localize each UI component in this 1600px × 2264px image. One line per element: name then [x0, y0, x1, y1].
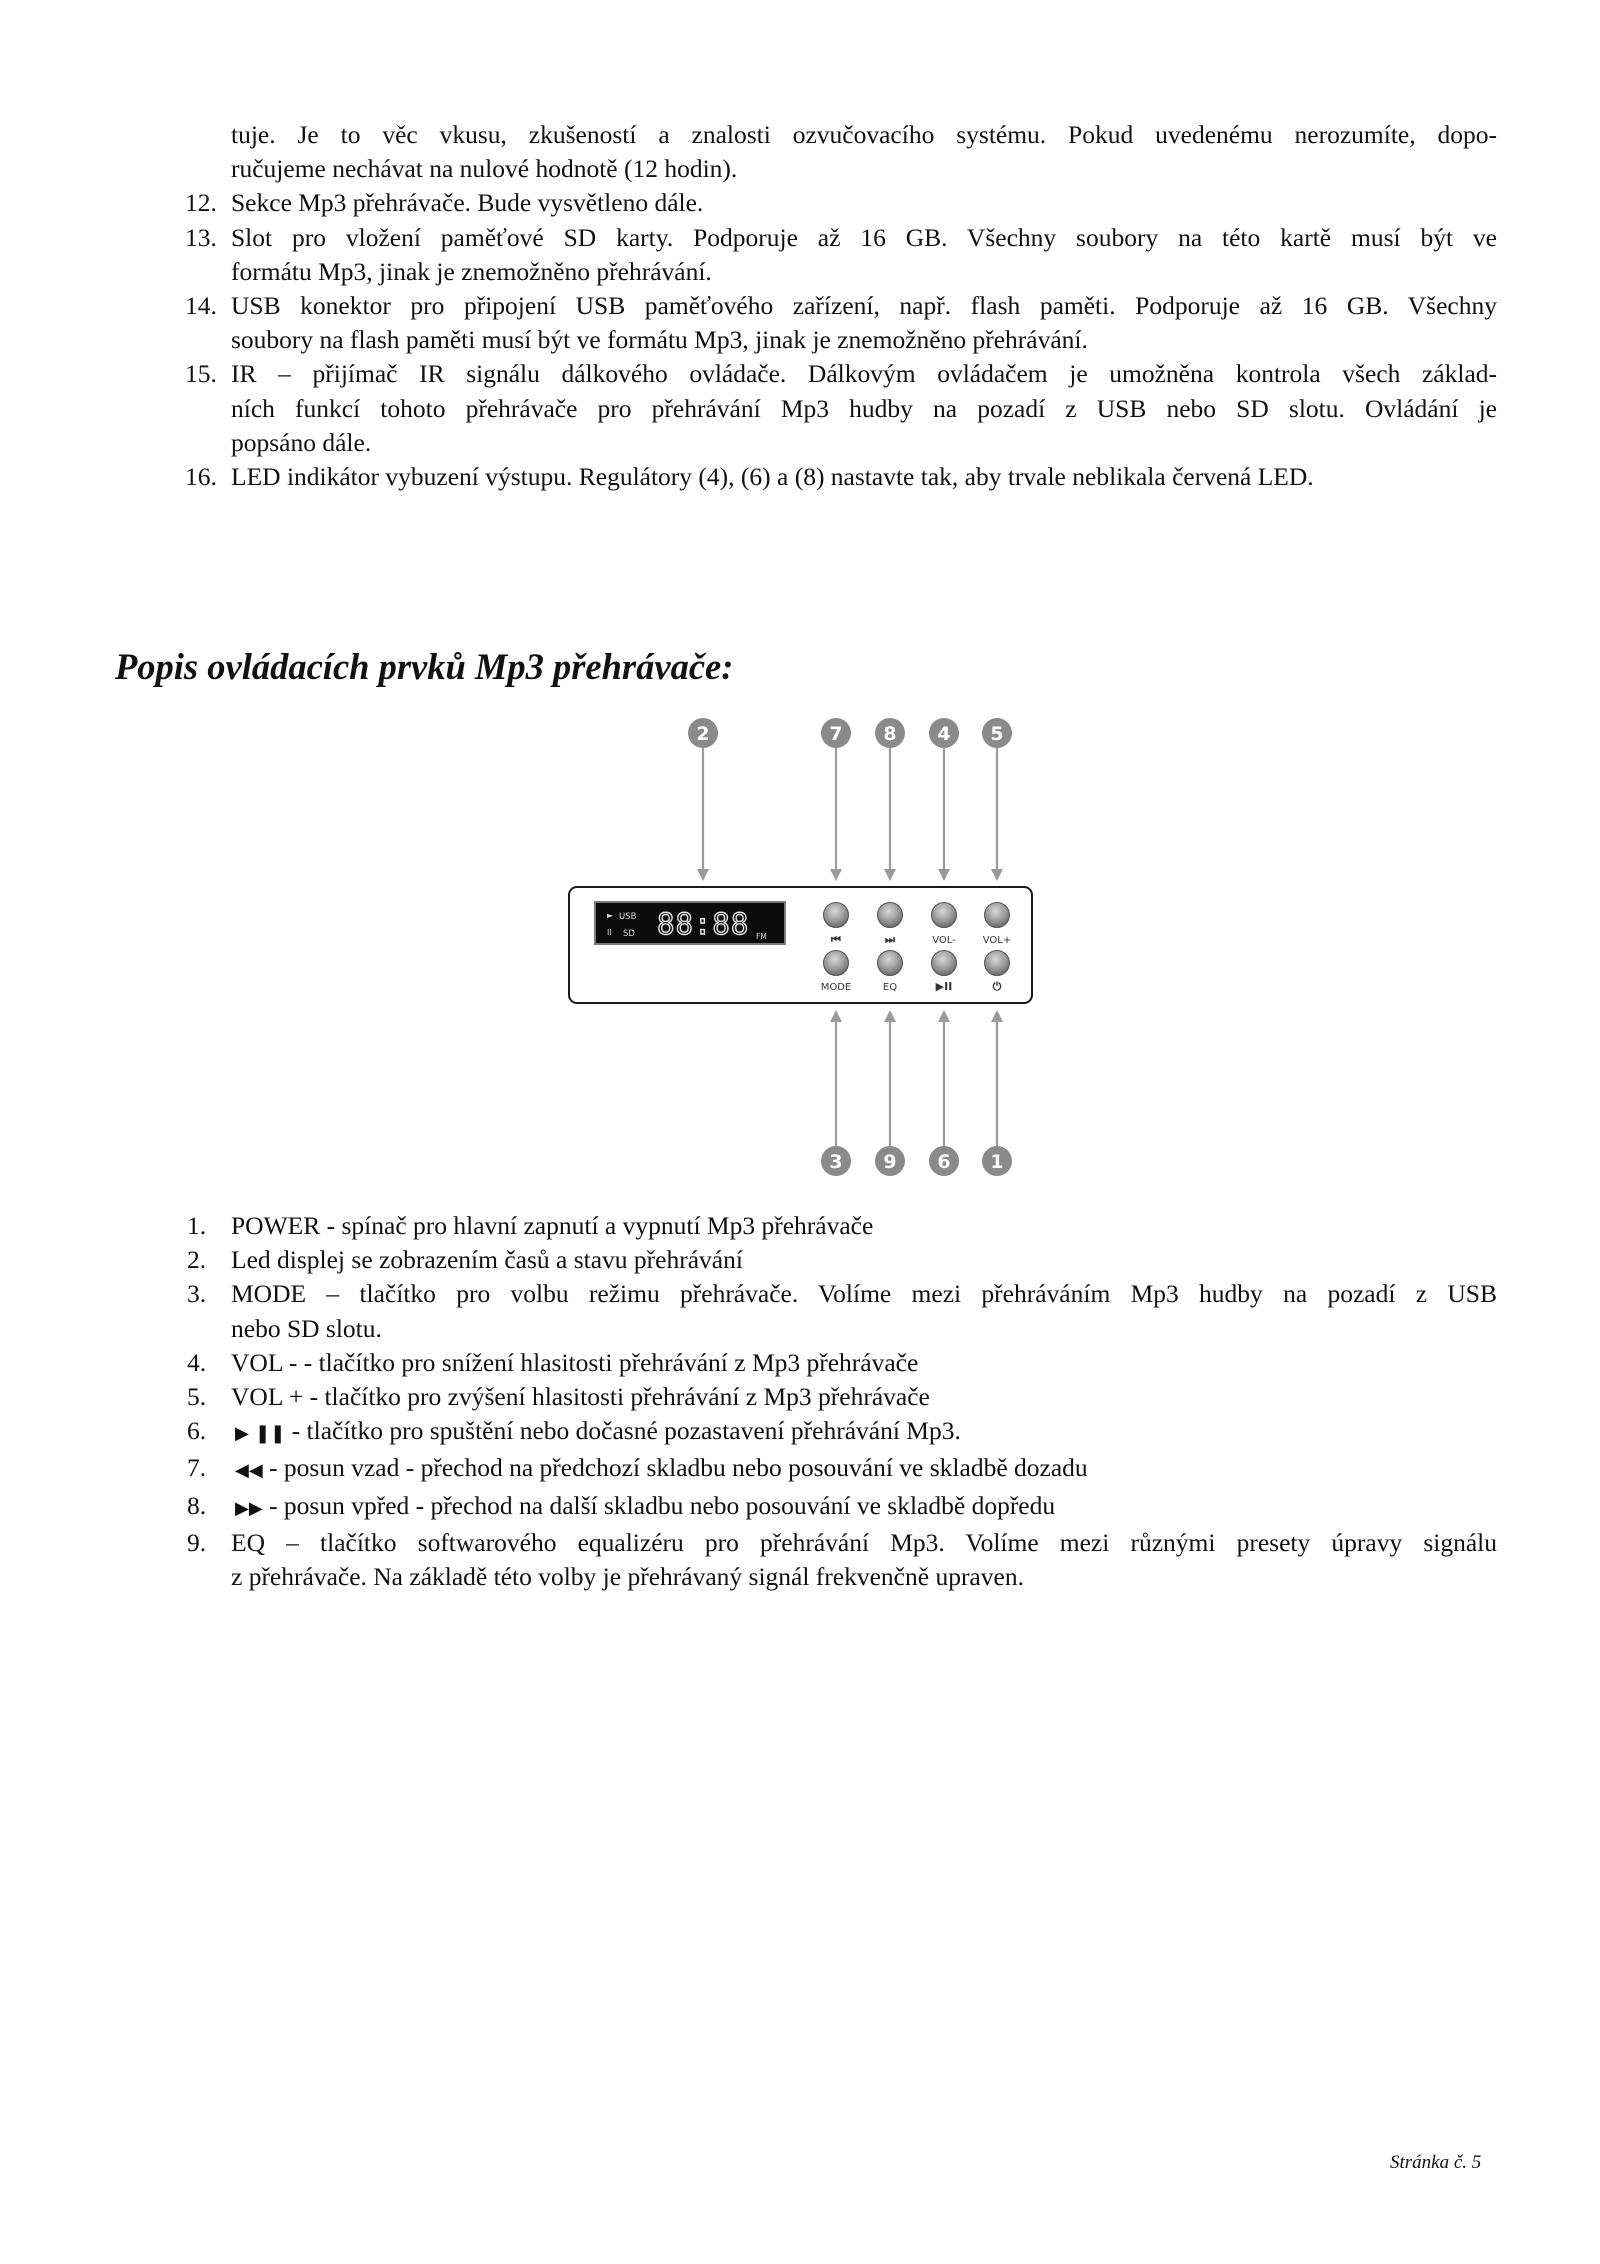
controls-numbered-list	[0, 1209, 1600, 1594]
button-knob[interactable]	[932, 951, 957, 976]
item-number: 6.	[187, 1416, 207, 1446]
play-indicator-icon: ►	[607, 911, 614, 920]
item-text-line: LED indikátor vybuzení výstupu. Regulátory (4), (6) a (8) nastavte tak, aby trvale neblikala červená LED.	[231, 462, 1314, 492]
list-item	[0, 1346, 1600, 1380]
list-item	[0, 221, 1600, 289]
item-text-line: USB konektor pro připojení USB paměťového zařízení, např. flash paměti. Podporuje až 16 GB. Všechny	[231, 291, 1497, 321]
fast-forward-icon: ▶▶	[235, 1497, 263, 1519]
item-number: 13.	[185, 222, 217, 252]
item-text-line: VOL - - tlačítko pro snížení hlasitosti přehrávání z Mp3 přehrávače	[231, 1347, 919, 1377]
callout-5	[982, 718, 1012, 748]
arrow-head	[991, 869, 1003, 881]
item-text-line: EQ – tlačítko softwarového equalizéru pro přehrávání Mp3. Volíme mezi různými presety úpravy signálu	[231, 1527, 1497, 1557]
arrow-head	[830, 869, 842, 881]
continuation-line: tuje. Je to věc vkusu, zkušeností a znalosti ozvučovacího systému. Pokud uvedenému nerozumíte, dopo-	[231, 120, 1497, 149]
arrow-head	[991, 1010, 1003, 1022]
button-knob[interactable]	[824, 951, 849, 976]
list-item	[0, 1414, 1600, 1451]
item-text-line: Slot pro vložení paměťové SD karty. Podporuje až 16 GB. Všechny soubory na této kartě musí být ve	[231, 222, 1497, 252]
item-text-line: popsáno dále.	[231, 427, 372, 457]
list-item	[0, 186, 1600, 220]
callout-1	[982, 1146, 1012, 1176]
item-text-line: Sekce Mp3 přehrávače. Bude vysvětleno dále.	[231, 188, 704, 218]
item-number: 9.	[187, 1527, 207, 1557]
callout-number: 5	[990, 723, 1004, 745]
callout-display	[688, 718, 718, 748]
item-text-line: MODE – tlačítko pro volbu režimu přehrávače. Volíme mezi přehráváním Mp3 hudby na pozadí z USB	[231, 1279, 1497, 1309]
button-knob[interactable]	[985, 951, 1010, 976]
item-text-line: VOL + - tlačítko pro zvýšení hlasitosti přehrávání z Mp3 přehrávače	[231, 1382, 930, 1412]
item-number: 12.	[185, 188, 217, 218]
arrow-head	[884, 869, 896, 881]
arrow-head	[884, 1010, 896, 1022]
callout-3	[821, 1146, 851, 1176]
callout-number: 7	[829, 723, 843, 745]
list-item	[0, 1277, 1600, 1345]
callout-number: 4	[937, 723, 951, 745]
previous-track-icon: ⏮	[831, 933, 841, 946]
item-text-line: POWER - spínač pro hlavní zapnutí a vypnutí Mp3 přehrávače	[231, 1211, 874, 1240]
callout-4	[929, 718, 959, 748]
item-text-line	[231, 1489, 1497, 1526]
arrow-head	[697, 869, 709, 881]
button-knob[interactable]	[985, 903, 1010, 928]
button-knob[interactable]	[824, 903, 849, 928]
item-number: 2.	[187, 1245, 207, 1275]
callout-number: 6	[937, 1151, 951, 1173]
item-text-line: Led displej se zobrazením časů a stavu přehrávání	[231, 1245, 743, 1275]
item-number: 8.	[187, 1490, 207, 1520]
item-text-line: z přehrávače. Na základě této volby je přehrávaný signál frekvenčně upraven.	[231, 1562, 1024, 1592]
item-number: 1.	[187, 1211, 207, 1240]
item-text-line	[231, 1414, 1497, 1451]
arrow-head	[938, 1010, 950, 1022]
list-item	[0, 1451, 1600, 1488]
led-display	[595, 902, 785, 944]
arrow-head	[938, 869, 950, 881]
section-heading: Popis ovládacích prvků Mp3 přehrávače:	[115, 646, 734, 687]
continuation-line: ručujeme nechávat na nulové hodnotě (12 hodin).	[231, 154, 738, 184]
callout-number: 8	[883, 723, 897, 745]
list-item	[0, 1380, 1600, 1414]
callout-number: 1	[990, 1151, 1004, 1173]
item-text-line: ních funkcí tohoto přehrávače pro přehrávání Mp3 hudby na pozadí z USB nebo SD slotu. Ovládání je	[231, 393, 1497, 423]
item-text-line: nebo SD slotu.	[231, 1313, 382, 1343]
callout-6	[929, 1146, 959, 1176]
callout-7	[821, 718, 851, 748]
callout-number: 2	[696, 723, 710, 745]
item-number: 15.	[185, 359, 217, 389]
display-band-label: FM	[756, 932, 767, 941]
item-text-line: soubory na flash paměti musí být ve formátu Mp3, jinak je znemožněno přehrávání.	[231, 325, 1088, 355]
callout-number: 9	[883, 1151, 897, 1173]
list-item	[0, 1489, 1600, 1526]
rewind-icon: ◀◀	[235, 1460, 263, 1482]
button-label: VOL-	[932, 935, 956, 946]
button-label: EQ	[882, 982, 898, 993]
list-item	[0, 460, 1600, 494]
pause-indicator-icon: II	[607, 928, 612, 937]
list-item	[0, 1209, 1600, 1243]
list-continuation	[0, 118, 1600, 186]
power-icon: ⏻	[992, 980, 1002, 993]
item-number: 5.	[187, 1382, 207, 1412]
list-item	[0, 1526, 1600, 1594]
display-sd-label: SD	[623, 929, 635, 939]
item-text: - tlačítko pro spuštění nebo dočasné pozastavení přehrávání Mp3.	[285, 1416, 961, 1446]
item-text: - posun vzad - přechod na předchozí skladbu nebo posouvání ve skladbě dozadu	[262, 1453, 1088, 1483]
button-knob[interactable]	[878, 903, 903, 928]
list-item	[0, 357, 1600, 460]
button-knob[interactable]	[932, 903, 957, 928]
display-usb-label: USB	[619, 912, 637, 922]
play-pause-icon: ▶II	[935, 980, 953, 993]
item-number: 14.	[185, 291, 217, 321]
item-number: 7.	[187, 1453, 207, 1483]
page-number: Stránka č. 5	[1390, 2152, 1482, 2173]
button-label: MODE	[820, 982, 852, 993]
button-knob[interactable]	[878, 951, 903, 976]
volume-down-button[interactable]	[932, 903, 957, 947]
play-pause-icon: ▶ ❚❚	[235, 1423, 286, 1445]
callout-8	[875, 718, 905, 748]
item-number: 4.	[187, 1347, 207, 1377]
item-text-line: IR – přijímač IR signálu dálkového ovládače. Dálkovým ovládačem je umožněna kontrola všech základ-	[231, 359, 1497, 389]
list-item	[0, 1243, 1600, 1277]
arrow-head	[830, 1010, 842, 1022]
item-text-line: formátu Mp3, jinak je znemožněno přehrávání.	[231, 256, 712, 286]
item-text: - posun vpřed - přechod na další skladbu nebo posouvání ve skladbě dopředu	[262, 1490, 1056, 1520]
item-text-line	[231, 1451, 1497, 1488]
item-number: 16.	[185, 462, 217, 492]
next-track-icon: ⏭	[885, 933, 895, 946]
item-number: 3.	[187, 1279, 207, 1309]
callout-number: 3	[829, 1151, 843, 1173]
callout-9	[875, 1146, 905, 1176]
list-item	[0, 289, 1600, 357]
button-label: VOL+	[982, 935, 1012, 946]
top-numbered-list	[0, 118, 1600, 494]
display-time: 88:88	[657, 907, 750, 941]
